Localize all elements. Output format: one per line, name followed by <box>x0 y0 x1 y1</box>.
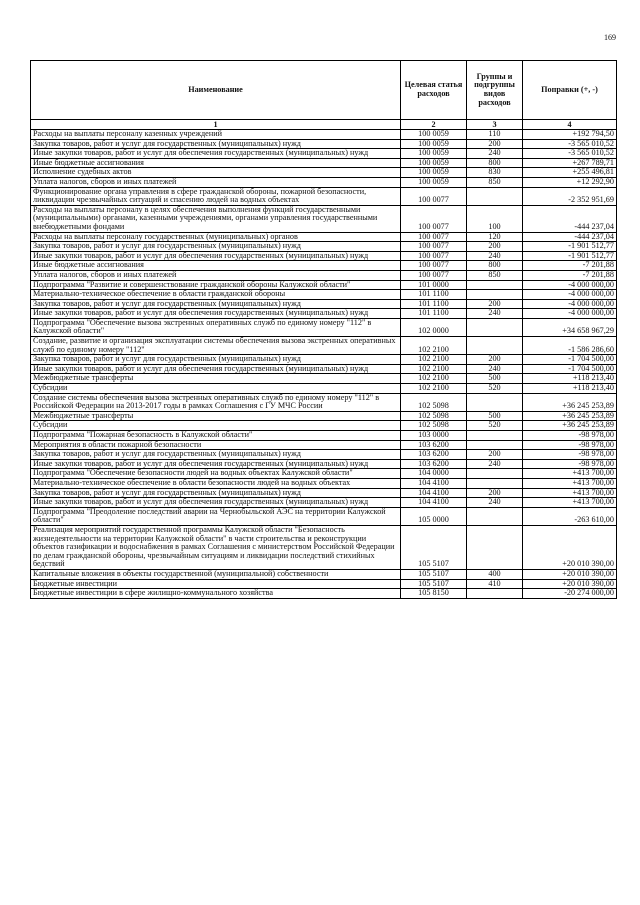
table-row <box>31 318 617 336</box>
row-value-cell: -4 000 000,00 <box>523 309 617 319</box>
row-value-cell: -1 901 512,77 <box>523 242 617 252</box>
row-code-cell: 100 0059 <box>401 168 467 178</box>
header-article: Целевая статья расходов <box>401 61 467 120</box>
row-name-cell: Расходы на выплаты персоналу казенных учреждений <box>31 130 401 140</box>
row-kind-cell: 410 <box>467 579 523 589</box>
row-kind-cell: 240 <box>467 251 523 261</box>
table-row <box>31 242 617 252</box>
row-name-cell: Субсидии <box>31 421 401 431</box>
row-code-cell: 103 6200 <box>401 450 467 460</box>
row-code-cell: 101 1100 <box>401 290 467 300</box>
row-code-cell: 105 5107 <box>401 579 467 589</box>
row-name-cell: Иные закупки товаров, работ и услуг для обеспечения государственных (муниципальных) нужд <box>31 364 401 374</box>
row-name-cell: Закупка товаров, работ и услуг для государственных (муниципальных) нужд <box>31 242 401 252</box>
row-value-cell: +118 213,40 <box>523 374 617 384</box>
row-name-cell: Создание, развитие и организация эксплуатации системы обеспечения вызова экстренных оперативных служб по единому номеру "112" <box>31 337 401 355</box>
row-kind-cell <box>467 280 523 290</box>
row-value-cell: -98 978,00 <box>523 431 617 441</box>
row-code-cell: 100 0077 <box>401 232 467 242</box>
row-name-cell: Межбюджетные трансферты <box>31 374 401 384</box>
row-value-cell: +413 700,00 <box>523 478 617 488</box>
row-value-cell: -444 237,04 <box>523 232 617 242</box>
row-name-cell: Подпрограмма "Пожарная безопасность в Калужской области" <box>31 431 401 441</box>
row-name-cell: Мероприятия в области пожарной безопасности <box>31 440 401 450</box>
row-value-cell: -4 000 000,00 <box>523 299 617 309</box>
row-kind-cell: 200 <box>467 488 523 498</box>
row-code-cell: 102 2100 <box>401 364 467 374</box>
row-kind-cell <box>467 337 523 355</box>
row-code-cell: 101 1100 <box>401 309 467 319</box>
page-number: 169 <box>604 33 616 42</box>
row-value-cell: +255 496,81 <box>523 168 617 178</box>
row-value-cell: -98 978,00 <box>523 440 617 450</box>
row-kind-cell: 800 <box>467 261 523 271</box>
table-row <box>31 130 617 140</box>
row-name-cell: Подпрограмма "Обеспечение безопасности людей на водных объектах Калужской области" <box>31 469 401 479</box>
row-name-cell: Межбюджетные трансферты <box>31 411 401 421</box>
row-kind-cell <box>467 393 523 411</box>
row-code-cell: 105 5107 <box>401 569 467 579</box>
row-kind-cell <box>467 469 523 479</box>
row-kind-cell <box>467 318 523 336</box>
row-name-cell: Иные закупки товаров, работ и услуг для обеспечения государственных (муниципальных) нужд <box>31 149 401 159</box>
row-name-cell: Подпрограмма "Обеспечение вызова экстренных оперативных служб по единому номеру "112" в Калужской области" <box>31 318 401 336</box>
row-value-cell: +192 794,50 <box>523 130 617 140</box>
row-value-cell: -98 978,00 <box>523 450 617 460</box>
row-code-cell: 101 1100 <box>401 299 467 309</box>
row-name-cell: Закупка товаров, работ и услуг для государственных (муниципальных) нужд <box>31 299 401 309</box>
header-amendments: Поправки (+, -) <box>523 61 617 120</box>
table-row <box>31 478 617 488</box>
row-code-cell: 100 0077 <box>401 205 467 232</box>
row-code-cell: 105 8150 <box>401 589 467 599</box>
row-name-cell: Закупка товаров, работ и услуг для государственных (муниципальных) нужд <box>31 488 401 498</box>
row-name-cell: Закупка товаров, работ и услуг для государственных (муниципальных) нужд <box>31 139 401 149</box>
row-value-cell: -98 978,00 <box>523 459 617 469</box>
row-code-cell: 102 0000 <box>401 318 467 336</box>
row-name-cell: Материально-техническое обеспечение в области гражданской обороны <box>31 290 401 300</box>
row-code-cell: 105 0000 <box>401 507 467 525</box>
budget-amendments-table <box>30 60 617 599</box>
row-value-cell: +12 292,90 <box>523 177 617 187</box>
row-name-cell: Реализация мероприятий государственной программы Калужской области "Безопасность жизнедеятельности на территории Калужской области" в части строительства и реконструкции объектов газификации и водоснабжения в рамках Соглашения с министерством Российской Федерации по делам гражданской обороны, чрезвычайным ситуациям и ликвидации последствий стихийных бедствий <box>31 525 401 569</box>
row-kind-cell: 200 <box>467 139 523 149</box>
table-row <box>31 270 617 280</box>
table-row <box>31 337 617 355</box>
table-row <box>31 177 617 187</box>
row-name-cell: Капитальные вложения в объекты государственной (муниципальной) собственности <box>31 569 401 579</box>
row-kind-cell <box>467 589 523 599</box>
table-row <box>31 393 617 411</box>
row-code-cell: 100 0059 <box>401 149 467 159</box>
table-row <box>31 149 617 159</box>
row-code-cell: 102 5098 <box>401 421 467 431</box>
row-value-cell: +34 658 967,29 <box>523 318 617 336</box>
row-name-cell: Закупка товаров, работ и услуг для государственных (муниципальных) нужд <box>31 450 401 460</box>
row-value-cell: +413 700,00 <box>523 488 617 498</box>
row-name-cell: Материально-техническое обеспечение в области безопасности людей на водных объектах <box>31 478 401 488</box>
row-code-cell: 101 0000 <box>401 280 467 290</box>
table-body <box>31 130 617 599</box>
row-name-cell: Субсидии <box>31 384 401 394</box>
row-kind-cell <box>467 187 523 205</box>
row-value-cell: -1 704 500,00 <box>523 364 617 374</box>
header-group: Группы и подгруппы видов расходов <box>467 61 523 120</box>
row-value-cell: -1 586 286,60 <box>523 337 617 355</box>
row-name-cell: Расходы на выплаты персоналу государственных (муниципальных) органов <box>31 232 401 242</box>
row-kind-cell: 100 <box>467 205 523 232</box>
row-value-cell: +20 010 390,00 <box>523 525 617 569</box>
row-value-cell: +20 010 390,00 <box>523 579 617 589</box>
row-kind-cell: 200 <box>467 299 523 309</box>
row-value-cell: -7 201,88 <box>523 270 617 280</box>
row-code-cell: 103 6200 <box>401 459 467 469</box>
row-name-cell: Иные закупки товаров, работ и услуг для обеспечения государственных (муниципальных) нужд <box>31 459 401 469</box>
row-code-cell: 100 0077 <box>401 187 467 205</box>
row-name-cell: Уплата налогов, сборов и иных платежей <box>31 177 401 187</box>
row-value-cell: +36 245 253,89 <box>523 393 617 411</box>
row-name-cell: Подпрограмма "Преодоление последствий аварии на Чернобыльской АЭС на территории Калужской области" <box>31 507 401 525</box>
row-kind-cell: 240 <box>467 459 523 469</box>
row-name-cell: Иные закупки товаров, работ и услуг для обеспечения государственных (муниципальных) нужд <box>31 498 401 508</box>
row-kind-cell: 400 <box>467 569 523 579</box>
row-kind-cell: 240 <box>467 498 523 508</box>
row-kind-cell: 200 <box>467 355 523 365</box>
row-value-cell: -7 201,88 <box>523 261 617 271</box>
row-kind-cell: 500 <box>467 411 523 421</box>
table-row <box>31 205 617 232</box>
table-row <box>31 507 617 525</box>
row-kind-cell: 850 <box>467 177 523 187</box>
row-value-cell: -263 610,00 <box>523 507 617 525</box>
row-name-cell: Создание системы обеспечения вызова экстренных оперативных служб по единому номеру "112" в Российской Федерации на 2013-2017 годы в рамках Соглашения с ГУ МЧС России <box>31 393 401 411</box>
row-code-cell: 105 5107 <box>401 525 467 569</box>
row-code-cell: 100 0059 <box>401 177 467 187</box>
row-code-cell: 100 0059 <box>401 158 467 168</box>
row-code-cell: 104 4100 <box>401 498 467 508</box>
row-name-cell: Бюджетные инвестиции <box>31 579 401 589</box>
table-row <box>31 355 617 365</box>
column-number-4: 4 <box>523 120 617 130</box>
row-kind-cell <box>467 525 523 569</box>
row-kind-cell: 800 <box>467 158 523 168</box>
row-kind-cell <box>467 290 523 300</box>
row-kind-cell: 120 <box>467 232 523 242</box>
row-code-cell: 104 4100 <box>401 478 467 488</box>
row-kind-cell: 850 <box>467 270 523 280</box>
table-row <box>31 187 617 205</box>
row-value-cell: +36 245 253,89 <box>523 411 617 421</box>
row-kind-cell: 240 <box>467 149 523 159</box>
table-row <box>31 384 617 394</box>
header-name: Наименование <box>31 61 401 120</box>
row-name-cell: Подпрограмма "Развитие и совершенствование гражданской обороны Калужской области" <box>31 280 401 290</box>
row-code-cell: 100 0077 <box>401 270 467 280</box>
row-value-cell: -4 000 000,00 <box>523 290 617 300</box>
row-code-cell: 104 0000 <box>401 469 467 479</box>
table-row <box>31 569 617 579</box>
table-row <box>31 411 617 421</box>
column-number-3: 3 <box>467 120 523 130</box>
row-code-cell: 100 0059 <box>401 130 467 140</box>
row-code-cell: 100 0077 <box>401 261 467 271</box>
row-value-cell: -1 704 500,00 <box>523 355 617 365</box>
row-value-cell: -20 274 000,00 <box>523 589 617 599</box>
row-kind-cell: 240 <box>467 309 523 319</box>
row-value-cell: -4 000 000,00 <box>523 280 617 290</box>
row-code-cell: 102 2100 <box>401 355 467 365</box>
row-value-cell: -3 565 010,52 <box>523 149 617 159</box>
row-value-cell: +20 010 390,00 <box>523 569 617 579</box>
row-value-cell: +413 700,00 <box>523 469 617 479</box>
row-kind-cell: 200 <box>467 242 523 252</box>
row-name-cell: Иные закупки товаров, работ и услуг для обеспечения государственных (муниципальных) нужд <box>31 251 401 261</box>
row-code-cell: 100 0077 <box>401 251 467 261</box>
row-value-cell: -2 352 951,69 <box>523 187 617 205</box>
row-kind-cell: 520 <box>467 384 523 394</box>
row-name-cell: Бюджетные инвестиции в сфере жилищно-коммунального хозяйства <box>31 589 401 599</box>
row-kind-cell: 500 <box>467 374 523 384</box>
row-kind-cell: 200 <box>467 450 523 460</box>
table-row <box>31 525 617 569</box>
row-name-cell: Уплата налогов, сборов и иных платежей <box>31 270 401 280</box>
table-row <box>31 589 617 599</box>
table-row <box>31 261 617 271</box>
row-name-cell: Иные бюджетные ассигнования <box>31 158 401 168</box>
row-name-cell: Функционирование органа управления в сфере гражданской обороны, пожарной безопасности, ликвидации чрезвычайных ситуаций и спасению людей на водных объектах <box>31 187 401 205</box>
column-number-2: 2 <box>401 120 467 130</box>
row-name-cell: Исполнение судебных актов <box>31 168 401 178</box>
row-value-cell: -3 565 010,52 <box>523 139 617 149</box>
table-row <box>31 498 617 508</box>
row-kind-cell: 520 <box>467 421 523 431</box>
row-value-cell: +118 213,40 <box>523 384 617 394</box>
row-value-cell: +36 245 253,89 <box>523 421 617 431</box>
row-code-cell: 104 4100 <box>401 488 467 498</box>
row-value-cell: -1 901 512,77 <box>523 251 617 261</box>
row-kind-cell: 110 <box>467 130 523 140</box>
row-kind-cell <box>467 478 523 488</box>
row-kind-cell <box>467 431 523 441</box>
row-code-cell: 100 0077 <box>401 242 467 252</box>
row-code-cell: 102 2100 <box>401 374 467 384</box>
table-row <box>31 374 617 384</box>
table-header <box>31 61 617 130</box>
row-name-cell: Закупка товаров, работ и услуг для государственных (муниципальных) нужд <box>31 355 401 365</box>
row-code-cell: 102 5098 <box>401 411 467 421</box>
row-code-cell: 103 6200 <box>401 440 467 450</box>
row-kind-cell: 830 <box>467 168 523 178</box>
row-name-cell: Расходы на выплаты персоналу в целях обеспечения выполнения функций государственными (муниципальными) органами, казенными учреждениями, органами управления государственными внебюджетными фондами <box>31 205 401 232</box>
row-code-cell: 100 0059 <box>401 139 467 149</box>
table-row <box>31 450 617 460</box>
table-row <box>31 309 617 319</box>
row-value-cell: +267 789,71 <box>523 158 617 168</box>
table-row <box>31 431 617 441</box>
row-value-cell: +413 700,00 <box>523 498 617 508</box>
row-code-cell: 103 0000 <box>401 431 467 441</box>
row-name-cell: Иные бюджетные ассигнования <box>31 261 401 271</box>
table-row <box>31 290 617 300</box>
row-kind-cell <box>467 507 523 525</box>
row-kind-cell: 240 <box>467 364 523 374</box>
row-code-cell: 102 2100 <box>401 384 467 394</box>
row-name-cell: Иные закупки товаров, работ и услуг для обеспечения государственных (муниципальных) нужд <box>31 309 401 319</box>
row-code-cell: 102 2100 <box>401 337 467 355</box>
row-code-cell: 102 5098 <box>401 393 467 411</box>
column-number-1: 1 <box>31 120 401 130</box>
row-value-cell: -444 237,04 <box>523 205 617 232</box>
